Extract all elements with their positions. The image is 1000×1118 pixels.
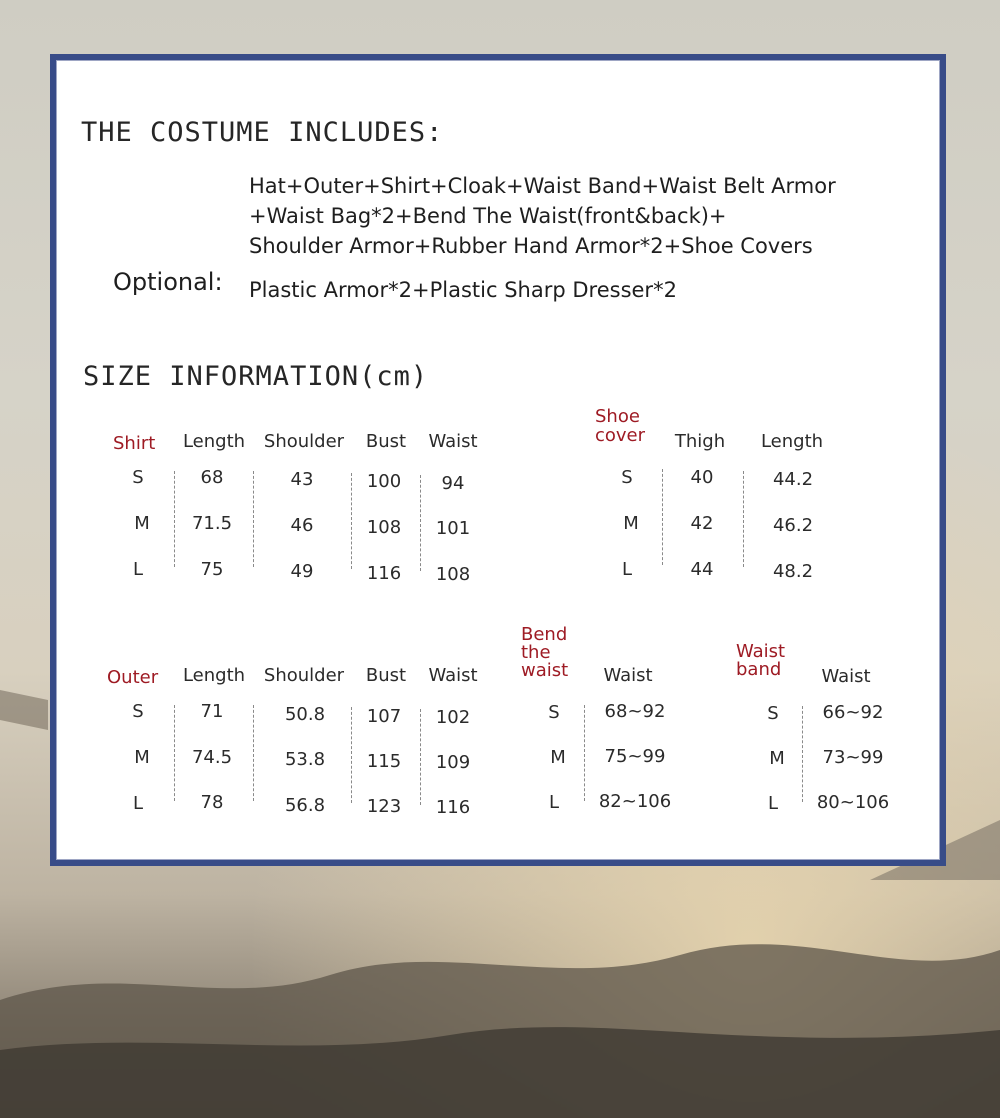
column-divider [253, 705, 254, 801]
outer-cell: 78 [200, 792, 224, 813]
outer-header-length: Length [182, 665, 246, 686]
outer-cell: 71 [200, 701, 224, 722]
column-divider [584, 705, 585, 801]
waist-band-cell: 66~92 [822, 702, 884, 723]
shoe-cover-cell: 40 [690, 467, 714, 488]
shirt-cell: 71.5 [191, 513, 233, 534]
bend-the-waist-cell: 75~99 [604, 746, 666, 767]
outer-cell: 74.5 [191, 747, 233, 768]
waist-band-cell: 73~99 [822, 747, 884, 768]
shirt-cell: 94 [441, 473, 465, 494]
outer-cell: 116 [435, 797, 471, 818]
shoe-cover-cell: 42 [690, 513, 714, 534]
bend-the-waist-header-waist: Waist [603, 665, 653, 686]
includes-line: Shoulder Armor+Rubber Hand Armor*2+Shoe Covers [249, 234, 813, 258]
bend-the-waist-cell: 82~106 [598, 791, 672, 812]
column-divider [743, 471, 744, 567]
bend-the-waist-cell: 68~92 [604, 701, 666, 722]
waist-band-label-line: band [736, 659, 782, 680]
shoe-cover-size-l: L [621, 559, 633, 580]
shirt-cell: 108 [435, 564, 471, 585]
costume-includes-list [249, 171, 836, 261]
optional-label: Optional: [113, 268, 223, 296]
shoe-cover-header-length: Length [760, 431, 824, 452]
outer-header-shoulder: Shoulder [263, 665, 345, 686]
column-divider [174, 471, 175, 567]
outer-cell: 50.8 [284, 704, 326, 725]
outer-cell: 107 [366, 706, 402, 727]
info-panel [50, 54, 946, 866]
column-divider [802, 706, 803, 802]
outer-header-bust: Bust [365, 665, 407, 686]
column-divider [351, 473, 352, 569]
outer-label: Outer [107, 667, 159, 688]
shoe-cover-label [595, 407, 645, 445]
shirt-cell: 43 [290, 469, 314, 490]
shirt-header-bust: Bust [365, 431, 407, 452]
outer-cell: 123 [366, 796, 402, 817]
outer-cell: 115 [366, 751, 402, 772]
optional-items: Plastic Armor*2+Plastic Sharp Dresser*2 [249, 278, 677, 302]
column-divider [420, 475, 421, 571]
waist-band-label-line: Waist [736, 641, 786, 662]
shoe-cover-header-thigh: Thigh [674, 431, 726, 452]
shirt-header-waist: Waist [428, 431, 478, 452]
outer-size-l: L [132, 793, 144, 814]
shoe-cover-label-line: cover [595, 425, 646, 446]
shoe-cover-size-s: S [621, 467, 633, 488]
shoe-cover-cell: 48.2 [772, 561, 814, 582]
outer-size-s: S [132, 701, 144, 722]
shoe-cover-label-line: Shoe [595, 406, 640, 427]
bend-the-waist-label-line: waist [521, 660, 569, 681]
waist-band-label [736, 643, 785, 679]
outer-cell: 56.8 [284, 795, 326, 816]
waist-band-header-waist: Waist [821, 666, 871, 687]
bend-the-waist-label [521, 626, 568, 680]
bend-the-waist-size-s: S [548, 702, 560, 723]
shirt-cell: 100 [366, 471, 402, 492]
column-divider [420, 709, 421, 805]
column-divider [351, 707, 352, 803]
shirt-cell: 46 [290, 515, 314, 536]
includes-line: +Waist Bag*2+Bend The Waist(front&back)+ [249, 204, 727, 228]
waist-band-size-m: M [769, 748, 785, 769]
shoe-cover-size-m: M [623, 513, 639, 534]
waist-band-size-s: S [767, 703, 779, 724]
size-information-title: SIZE INFORMATION(cm) [83, 361, 429, 392]
shirt-cell: 68 [200, 467, 224, 488]
shirt-cell: 101 [435, 518, 471, 539]
shirt-cell: 108 [366, 517, 402, 538]
outer-cell: 53.8 [284, 749, 326, 770]
bend-the-waist-label-line: the [521, 642, 551, 663]
shirt-size-s: S [132, 467, 144, 488]
outer-cell: 109 [435, 752, 471, 773]
includes-line: Hat+Outer+Shirt+Cloak+Waist Band+Waist Belt Armor [249, 174, 836, 198]
info-panel-inner [56, 60, 940, 860]
bend-the-waist-size-l: L [548, 792, 560, 813]
shirt-size-m: M [134, 513, 150, 534]
outer-header-waist: Waist [428, 665, 478, 686]
shirt-header-shoulder: Shoulder [263, 431, 345, 452]
costume-includes-title: THE COSTUME INCLUDES: [81, 117, 444, 148]
shirt-size-l: L [132, 559, 144, 580]
bend-the-waist-label-line: Bend [521, 624, 568, 645]
waist-band-size-l: L [767, 793, 779, 814]
shirt-cell: 75 [200, 559, 224, 580]
column-divider [253, 471, 254, 567]
bend-the-waist-size-m: M [550, 747, 566, 768]
shirt-header-length: Length [182, 431, 246, 452]
waist-band-cell: 80~106 [816, 792, 890, 813]
shirt-cell: 116 [366, 563, 402, 584]
column-divider [174, 705, 175, 801]
shirt-cell: 49 [290, 561, 314, 582]
outer-size-m: M [134, 747, 150, 768]
shoe-cover-cell: 44 [690, 559, 714, 580]
outer-cell: 102 [435, 707, 471, 728]
shoe-cover-cell: 44.2 [772, 469, 814, 490]
shoe-cover-cell: 46.2 [772, 515, 814, 536]
shirt-label: Shirt [113, 433, 156, 454]
column-divider [662, 469, 663, 565]
